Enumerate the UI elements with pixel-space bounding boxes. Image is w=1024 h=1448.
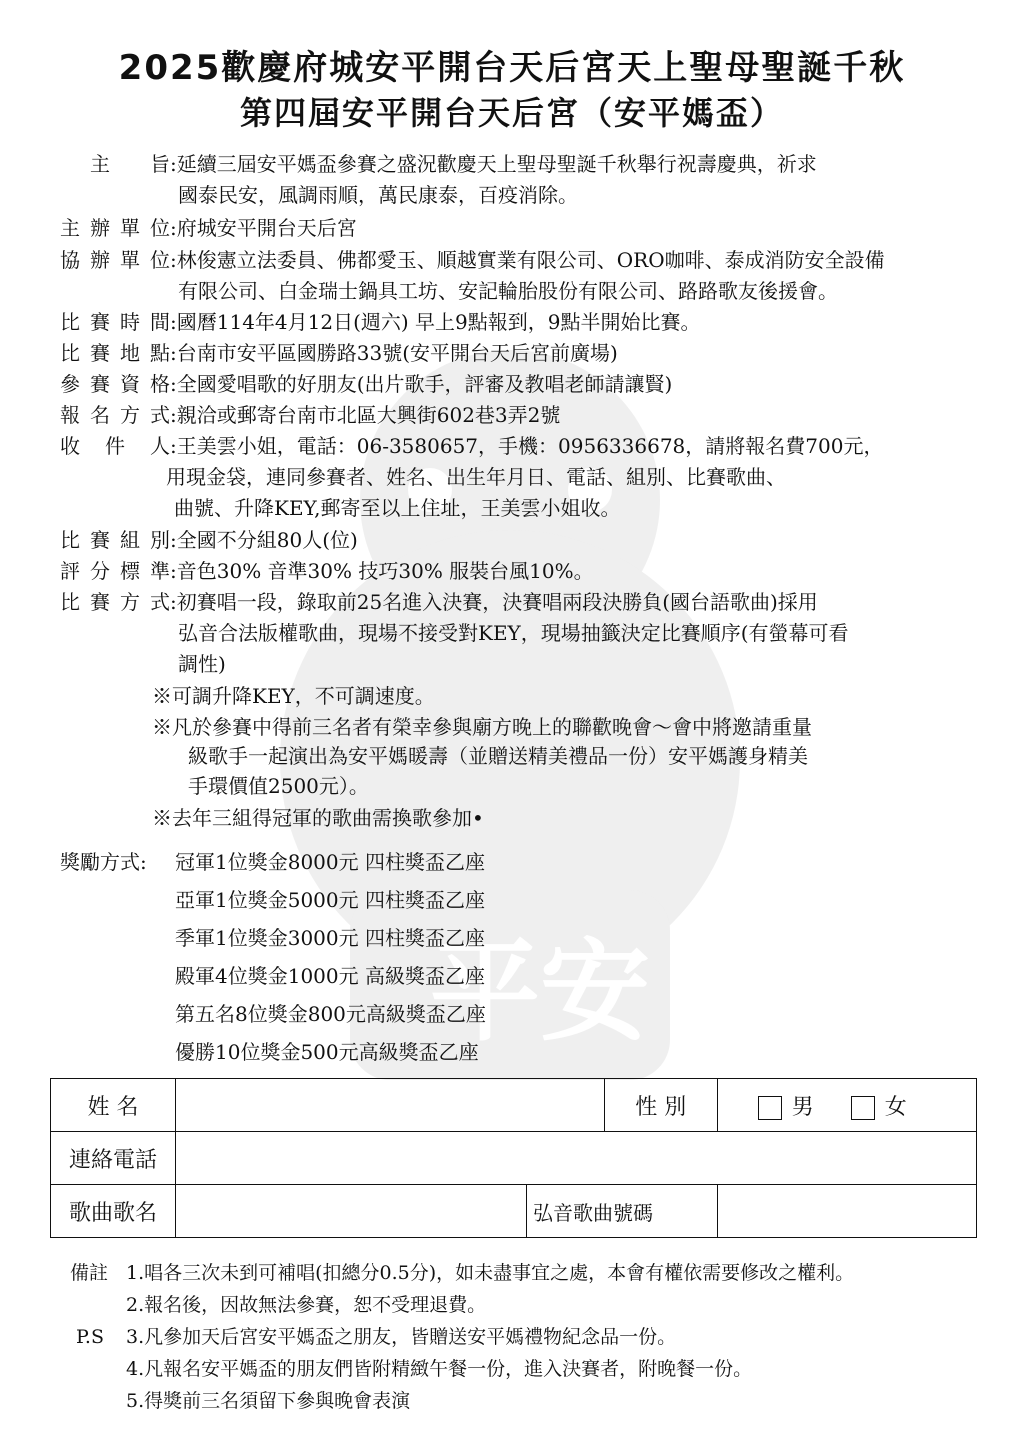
male-label: 男	[791, 1094, 814, 1120]
prize-item: 亞軍1位獎金5000元 四柱獎盃乙座	[175, 888, 485, 912]
field-eligibility: 參賽資格:全國愛唱歌的好朋友(出片歌手，評審及教唱老師請讓賢)	[60, 372, 673, 396]
remarks-label: 備註	[70, 1262, 109, 1284]
song-label: 歌曲歌名	[51, 1185, 176, 1238]
registration-form	[50, 1078, 977, 1238]
song-input[interactable]	[176, 1185, 527, 1238]
field-purpose-line2: 國泰民安，風調雨順，萬民康泰，百疫消除。	[178, 183, 578, 207]
phone-input[interactable]	[176, 1132, 977, 1185]
remark-item: 4.凡報名安平媽盃的朋友們皆附精緻午餐一份，進入決賽者，附晚餐一份。	[126, 1358, 753, 1380]
field-location: 比賽地點:台南市安平區國勝路33號(安平開台天后宮前廣場)	[60, 341, 618, 365]
field-co-organizers: 協辦單位:林俊憲立法委員、佛都愛玉、順越實業有限公司、ORO咖啡、泰成消防安全設備	[60, 248, 885, 272]
note-2-line2: 級歌手一起演出為安平媽暖壽（並贈送精美禮品一份）安平媽護身精美	[188, 744, 808, 768]
field-recipient-line3: 曲號、升降KEY,郵寄至以上住址，王美雲小姐收。	[174, 496, 621, 520]
note-2: ※凡於參賽中得前三名者有榮幸參與廟方晚上的聯歡晚會～會中將邀請重量	[152, 715, 812, 739]
gender-options	[717, 1079, 976, 1132]
field-co-organizers-line2: 有限公司、白金瑞士鍋具工坊、安記輪胎股份有限公司、路路歌友後援會。	[178, 279, 838, 303]
male-checkbox[interactable]	[758, 1096, 782, 1120]
title-line-1: 2025歡慶府城安平開台天后宮天上聖母聖誕千秋	[118, 48, 906, 88]
song-number-input[interactable]	[717, 1185, 976, 1238]
song-number-label: 弘音歌曲號碼	[527, 1185, 718, 1238]
prize-item: 季軍1位獎金3000元 四柱獎盃乙座	[175, 926, 485, 950]
field-scoring: 評分標準:音色30% 音準30% 技巧30% 服裝台風10%。	[60, 559, 594, 583]
female-label: 女	[884, 1094, 907, 1120]
prize-item: 冠軍1位獎金8000元 四柱獎盃乙座	[175, 850, 485, 874]
note-3: ※去年三組得冠軍的歌曲需換歌參加•	[152, 806, 484, 830]
title-line-2: 第四屆安平開台天后宮（安平媽盃）	[239, 94, 784, 132]
prize-item: 殿軍4位獎金1000元 高級獎盃乙座	[175, 964, 485, 988]
field-recipient: 收 件 人:王美雲小姐，電話：06-3580657，手機：0956336678，請將報名費700元，	[60, 434, 884, 458]
remark-item: 1.唱各三次未到可補唱(扣總分0.5分)，如未盡事宜之處，本會有權依需要修改之權利。	[126, 1262, 855, 1284]
field-format: 比賽方式:初賽唱一段，錄取前25名進入決賽，決賽唱兩段決勝負(國台語歌曲)採用	[60, 590, 818, 614]
field-purpose: 主 旨:延續三屆安平媽盃參賽之盛況歡慶天上聖母聖誕千秋舉行祝壽慶典，祈求	[90, 152, 817, 176]
remark-item: 2.報名後，因故無法參賽，恕不受理退費。	[126, 1294, 487, 1316]
watermark-text: 平安	[430, 928, 650, 1056]
remark-item: 5.得獎前三名須留下參與晚會表演	[126, 1390, 411, 1412]
field-format-line2: 弘音合法版權歌曲，現場不接受對KEY，現場抽籤決定比賽順序(有螢幕可看	[178, 621, 849, 645]
name-label: 姓 名	[51, 1079, 176, 1132]
field-format-line3: 調性)	[178, 652, 226, 676]
field-time: 比賽時間:國曆114年4月12日(週六) 早上9點報到，9點半開始比賽。	[60, 310, 701, 334]
female-checkbox[interactable]	[851, 1096, 875, 1120]
field-group: 比賽組別:全國不分組80人(位)	[60, 528, 358, 552]
field-organizer: 主辦單位:府城安平開台天后宮	[60, 216, 357, 240]
field-recipient-line2: 用現金袋，連同參賽者、姓名、出生年月日、電話、組別、比賽歌曲、	[166, 465, 786, 489]
note-2-line3: 手環價值2500元）。	[188, 774, 369, 798]
gender-label: 性 別	[604, 1079, 717, 1132]
name-input[interactable]	[176, 1079, 605, 1132]
prize-label: 獎勵方式:	[60, 850, 147, 874]
prize-item: 第五名8位獎金800元高級獎盃乙座	[175, 1002, 486, 1026]
phone-label: 連絡電話	[51, 1132, 176, 1185]
note-1: ※可調升降KEY，不可調速度。	[152, 684, 435, 708]
remark-item: 3.凡參加天后宮安平媽盃之朋友，皆贈送安平媽禮物紀念品一份。	[126, 1326, 677, 1348]
ps-label: P.S	[76, 1326, 104, 1348]
field-registration: 報名方式:親洽或郵寄台南市北區大興街602巷3弄2號	[60, 403, 561, 427]
prize-item: 優勝10位獎金500元高級獎盃乙座	[175, 1040, 479, 1064]
